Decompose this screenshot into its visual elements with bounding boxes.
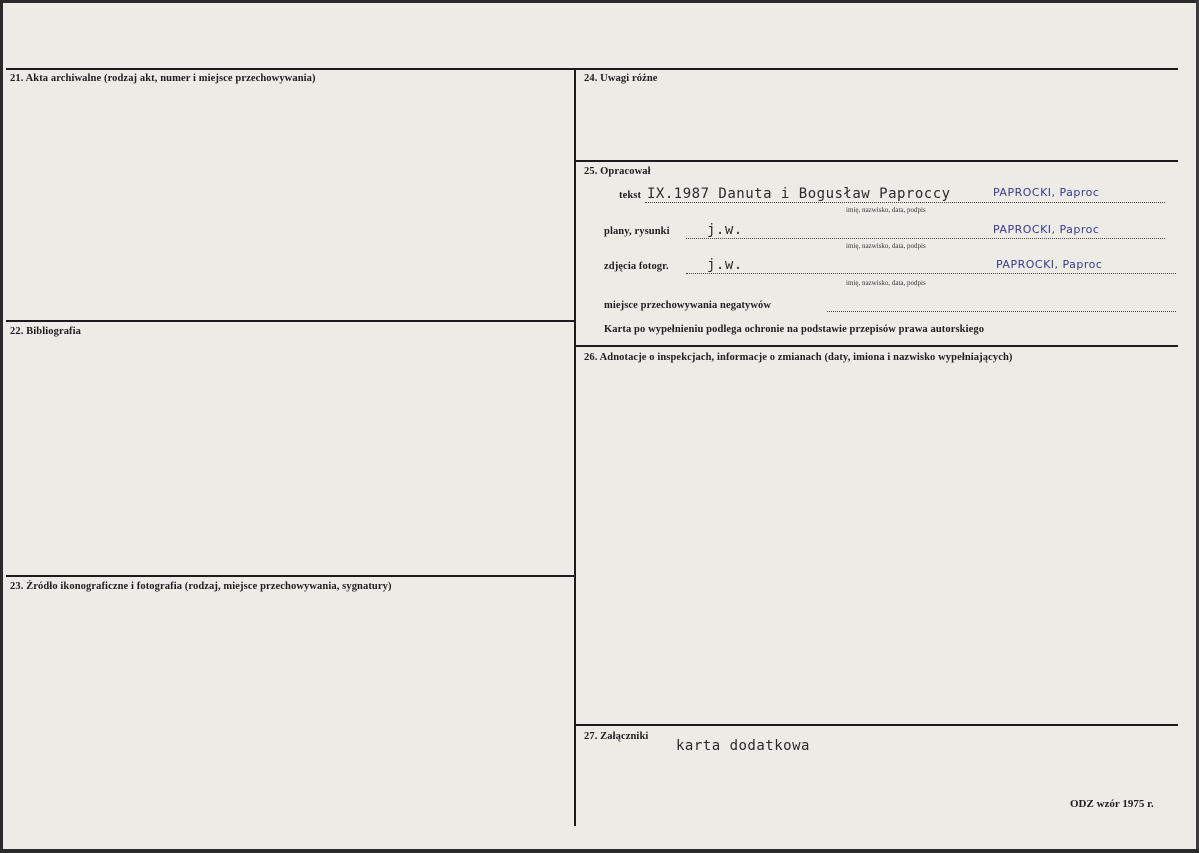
divider-25-26 (575, 345, 1178, 347)
miejsce-label: miejsce przechowywania negatywów (604, 300, 772, 311)
zdjecia-caption: imię, nazwisko, data, podpis (846, 279, 926, 287)
divider-top (6, 68, 1178, 70)
divider-center (574, 68, 576, 826)
miejsce-line (827, 311, 1176, 312)
tekst-signature: PAPROCKI, Paproc (993, 186, 1100, 199)
plany-label: plany, rysunki (604, 226, 670, 237)
tekst-label: tekst (619, 190, 642, 201)
section-25-label: 25. Opracował (584, 166, 651, 177)
section-21-label: 21. Akta archiwalne (rodzaj akt, numer i miejsce przechowywania) (10, 73, 316, 84)
zdjecia-signature: PAPROCKI, Paproc (996, 258, 1103, 271)
attachments-value: karta dodatkowa (676, 738, 810, 754)
section-22-label: 22. Bibliografia (10, 326, 82, 337)
section-24-label: 24. Uwagi różne (584, 73, 658, 84)
zdjecia-value: j.w. (707, 257, 743, 273)
divider-22-23 (6, 575, 575, 577)
form-footer: ODZ wzór 1975 r. (1070, 798, 1154, 810)
card-edge-top (0, 0, 1199, 3)
zdjecia-label: zdjęcia fotogr. (604, 261, 669, 272)
divider-21-22 (6, 320, 575, 322)
card-edge-bottom (0, 849, 1199, 853)
plany-signature: PAPROCKI, Paproc (993, 223, 1100, 236)
section-26-label: 26. Adnotacje o inspekcjach, informacje o zmianach (daty, imiona i nazwisko wypełniających) (584, 352, 1013, 363)
zdjecia-line (686, 273, 1176, 274)
tekst-caption: imię, nazwisko, data, podpis (846, 206, 926, 214)
card-edge-left (0, 0, 3, 853)
plany-caption: imię, nazwisko, data, podpis (846, 242, 926, 250)
tekst-value: IX.1987 Danuta i Bogusław Paproccy (647, 186, 951, 202)
divider-26-27 (575, 724, 1178, 726)
section-27-label: 27. Załączniki (584, 731, 649, 742)
divider-24-25 (575, 160, 1178, 162)
karta-note: Karta po wypełnieniu podlega ochronie na podstawie przepisów prawa autorskiego (604, 324, 985, 335)
tekst-line (645, 202, 1165, 203)
plany-value: j.w. (707, 222, 743, 238)
plany-line (686, 238, 1165, 239)
section-23-label: 23. Źródło ikonograficzne i fotografia (rodzaj, miejsce przechowywania, sygnatury) (10, 581, 392, 592)
